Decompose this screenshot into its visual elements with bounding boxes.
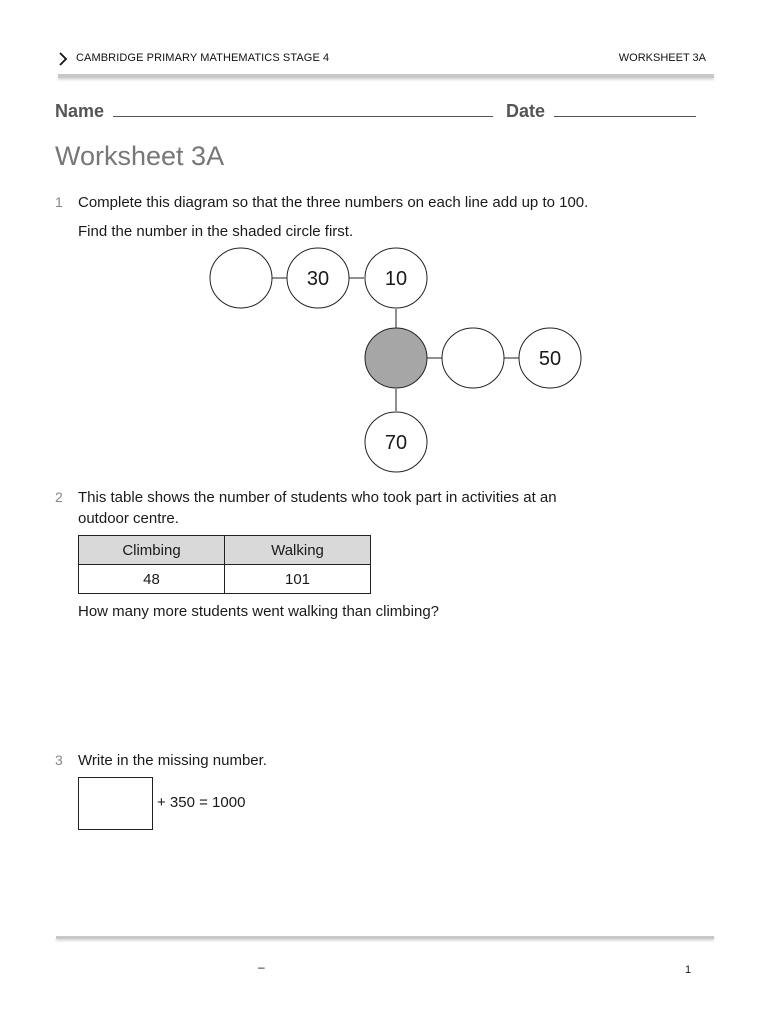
table-header-climbing: Climbing: [79, 536, 225, 565]
question-3-text: Write in the missing number.: [78, 752, 267, 769]
blank-circle-top-left[interactable]: [210, 248, 272, 308]
question-1-text: Complete this diagram so that the three numbers on each line add up to 100.: [78, 194, 589, 211]
page-title: Worksheet 3A: [55, 141, 225, 171]
chevron-right-icon: [58, 52, 68, 66]
equation-text: + 350 = 1000: [157, 794, 246, 811]
circle-value-70: 70: [384, 432, 408, 454]
name-label: Name: [55, 101, 105, 121]
table-header-walking: Walking: [225, 536, 371, 565]
date-field[interactable]: [506, 101, 696, 122]
number-line-diagram: [200, 240, 600, 480]
header-divider: [58, 74, 714, 78]
table-cell-climbing: 48: [79, 565, 225, 594]
question-2-text-line1: This table shows the number of students who took part in activities at an: [78, 489, 557, 506]
header-course-title: CAMBRIDGE PRIMARY MATHEMATICS STAGE 4: [76, 52, 330, 64]
header-worksheet-id: WORKSHEET 3A: [618, 52, 706, 64]
date-blank-line[interactable]: [554, 102, 696, 117]
name-field[interactable]: [55, 101, 493, 122]
question-2-text-line2: outdoor centre.: [78, 510, 179, 527]
date-label: Date: [506, 101, 546, 121]
page-number: 1: [685, 964, 692, 976]
circle-value-30: 30: [306, 268, 330, 290]
question-number-3: 3: [55, 752, 63, 768]
question-number-1: 1: [55, 194, 63, 210]
footer-dash: –: [258, 960, 265, 974]
blank-circle-middle[interactable]: [442, 328, 504, 388]
name-blank-line[interactable]: [113, 102, 493, 117]
table-cell-walking: 101: [225, 565, 371, 594]
question-1-instruction: Find the number in the shaded circle first.: [78, 223, 354, 240]
shaded-circle[interactable]: [365, 328, 427, 388]
activities-table: [78, 535, 371, 594]
table-header-row: [79, 536, 371, 565]
circle-value-10: 10: [384, 268, 408, 290]
question-number-2: 2: [55, 489, 63, 505]
missing-number-box[interactable]: [78, 777, 153, 830]
footer-divider: [56, 936, 714, 939]
circle-value-50: 50: [538, 348, 562, 370]
question-2-prompt: How many more students went walking than climbing?: [78, 603, 440, 620]
table-row: [79, 565, 371, 594]
